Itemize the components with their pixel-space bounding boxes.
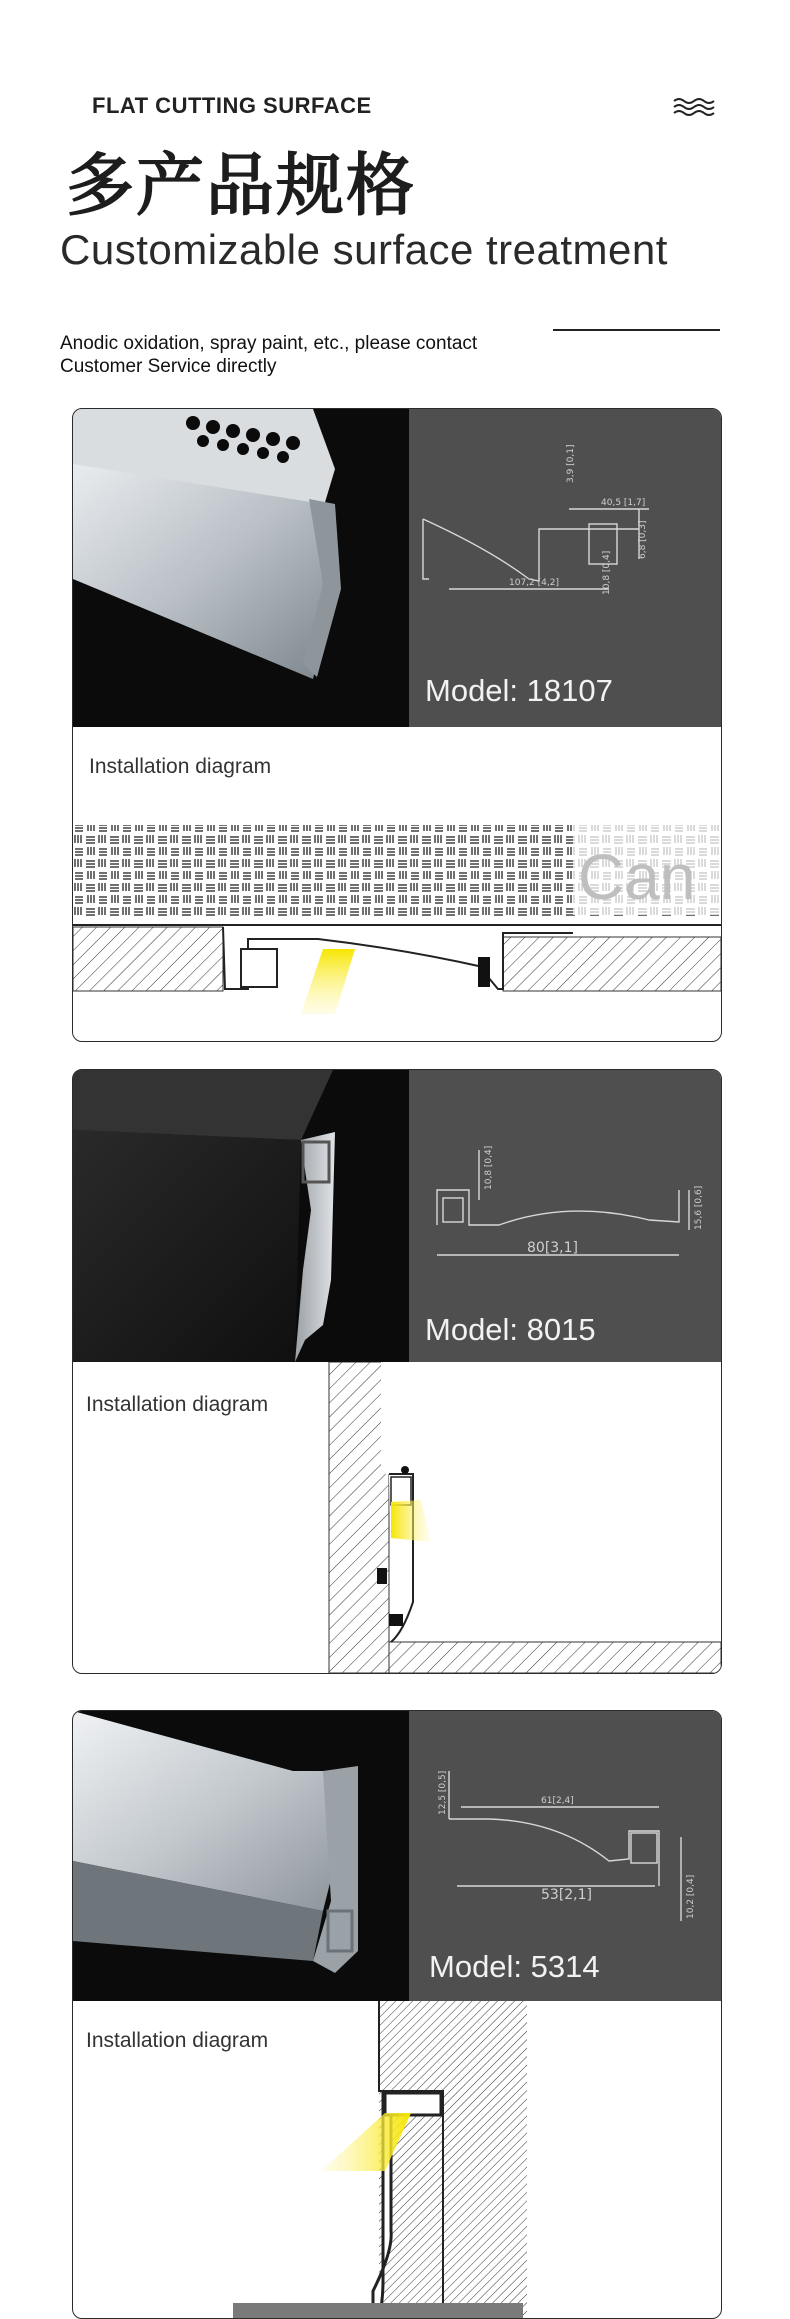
model-label: Model: 8015: [425, 1312, 596, 1347]
dim-label: 61[2,4]: [541, 1796, 574, 1806]
section-kicker: FLAT CUTTING SURFACE: [92, 93, 372, 118]
watermark-text: Can: [578, 841, 696, 913]
description: Anodic oxidation, spray paint, etc., please contact Customer Service directly: [60, 333, 478, 377]
dim-label: 53[2,1]: [541, 1887, 593, 1903]
dim-label: 3,9 [0,1]: [566, 444, 576, 483]
technical-drawing: [409, 1070, 721, 1362]
model-label: Model: 18107: [425, 673, 613, 708]
product-card-5314: [72, 1710, 722, 2319]
dim-label: 40,5 [1,7]: [601, 498, 646, 508]
installation-diagram: [73, 2001, 721, 2318]
installation-label: Installation diagram: [86, 2029, 269, 2052]
model-label: Model: 5314: [429, 1949, 600, 1984]
dim-label: 80[3,1]: [527, 1240, 579, 1256]
page-title-en: Customizable surface treatment: [60, 226, 668, 273]
wave-icon: [672, 96, 718, 118]
product-card-8015: [72, 1069, 722, 1674]
dim-label: 10,8 [0,4]: [602, 550, 612, 595]
installation-label: Installation diagram: [89, 755, 272, 778]
installation-label: Installation diagram: [86, 1393, 269, 1416]
product-photo: [73, 1711, 409, 2001]
product-photo: [73, 409, 409, 727]
page-title-zh: 多产品规格: [66, 147, 417, 226]
product-photo: [73, 1070, 409, 1362]
dim-label: 6,8 [0,3]: [638, 520, 648, 559]
installation-diagram: [73, 1362, 721, 1673]
dim-label: 107,2 [4,2]: [509, 578, 559, 588]
dim-label: 10,8 [0,4]: [484, 1145, 494, 1190]
product-card-18107: [72, 408, 722, 1042]
technical-drawing: [409, 1711, 721, 2001]
dim-label: 15,6 [0,6]: [694, 1185, 704, 1230]
installation-diagram: [73, 809, 721, 1041]
divider: [553, 329, 720, 331]
dim-label: 10,2 [0,4]: [686, 1874, 696, 1919]
dim-label: 12,5 [0,5]: [438, 1770, 448, 1815]
technical-drawing: [409, 409, 721, 727]
